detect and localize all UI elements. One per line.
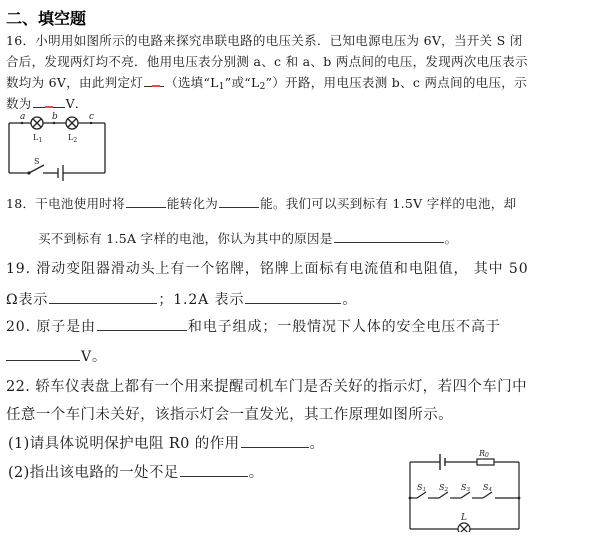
svg-text:S1: [417, 483, 426, 493]
resistor-r0-sub: 0: [485, 452, 489, 459]
q16-line-4-suffix: V．: [65, 96, 88, 111]
q22-sub-1: [8, 432, 324, 453]
q16-line-1: 16．小明用如图所示的电路来探究串联电路的电压关系．已知电源电压为 6V，当开关 S 闭: [6, 33, 523, 48]
q18-line-2-suffix: 。: [444, 231, 458, 246]
q19-line-2-suffix: 。: [342, 292, 358, 308]
q22-line-1: 22. 轿车仪表盘上都有一个用来提醒司机车门是否关好的指示灯，若四个车门中: [6, 379, 527, 395]
q16-sub-1: 1: [218, 82, 225, 92]
svg-text:S4: [483, 483, 492, 493]
svg-text:L1: [33, 133, 42, 144]
q16-line-4-prefix: 数为: [6, 96, 32, 111]
q19-blank-1-2a[interactable]: [245, 302, 341, 304]
switch-s2-sub: 2: [444, 487, 448, 493]
q22-circuit-diagram: [405, 450, 530, 532]
q16-line-3-prefix: 数均为 6V，由此判定灯: [6, 75, 144, 90]
q20-line-1-prefix: 20. 原子是由: [6, 319, 96, 335]
q22-blank-r0-role[interactable]: [241, 446, 309, 448]
q16-line-3-or: ”或“L: [224, 75, 260, 90]
svg-text:S2: [439, 483, 448, 493]
q20-blank-safe-voltage[interactable]: [6, 359, 80, 361]
point-c-label: c: [89, 112, 95, 122]
q16-line-2: 合后，发现两灯均不亮．他用电压表分别测 a、c 和 a、b 两点间的电压，发现两次电压表示: [6, 54, 528, 69]
q22-sub-1-suffix: 。: [309, 436, 325, 452]
q20-line-1: [6, 316, 501, 336]
q19-line-1: 19. 滑动变阻器滑动头上有一个铭牌，铭牌上面标有电流值和电阻值， 其中 50: [6, 261, 529, 277]
switch-s2-label: S: [439, 483, 445, 492]
lamp-l1-sub: 1: [38, 137, 43, 144]
lamp-l2-label: L: [68, 133, 74, 142]
resistor-r0-label: R: [479, 450, 486, 458]
q18-line-2: [38, 229, 457, 247]
q16-circuit-diagram: [4, 110, 114, 185]
q20-blank-nucleus[interactable]: [97, 329, 187, 331]
q16-line-3-suffix: ”）开路，用电压表测 b、c 两点间的电压，示: [265, 75, 527, 90]
q18-line-1-mid: 能转化为: [166, 196, 219, 211]
q20-line-2-suffix: V。: [81, 349, 107, 365]
switch-s1-label: S: [417, 483, 423, 492]
q19-line-2-prefix: Ω表示: [6, 292, 49, 308]
switch-s4-label: S: [483, 483, 489, 492]
q20-line-1-suffix: 和电子组成；一般情况下人体的安全电压不高于: [187, 319, 501, 335]
point-b-label: b: [52, 112, 58, 122]
svg-text:S3: [461, 483, 470, 493]
lamp-l2-sub: 2: [73, 137, 78, 144]
q16-sub-2: 2: [259, 82, 266, 92]
switch-s1-sub: 1: [422, 487, 426, 493]
lamp-l-label: L: [461, 513, 467, 523]
q22-sub-2: [8, 461, 264, 482]
q20-line-2: [6, 346, 107, 366]
svg-text:R0: [478, 450, 489, 459]
svg-text:L2: [68, 133, 77, 144]
q18-line-1-suffix: 能。我们可以买到标有 1.5V 字样的电池，却: [260, 196, 517, 211]
q16-line-3: [6, 73, 527, 92]
q22-sub-1-prefix: (1)请具体说明保护电阻 R0 的作用: [8, 436, 240, 452]
section-title: 二、填空题: [6, 9, 87, 28]
switch-s4-sub: 4: [488, 487, 492, 493]
q18-blank-energy-to[interactable]: [219, 206, 259, 208]
q16-blank-lamp[interactable]: [144, 85, 164, 87]
q18-blank-energy-from[interactable]: [126, 206, 166, 208]
q19-line-2: [6, 289, 357, 309]
lamp-l1-label: L: [33, 133, 39, 142]
q22-blank-deficiency[interactable]: [180, 475, 248, 477]
q22-sub-2-suffix: 。: [248, 465, 264, 481]
switch-s-label: S: [34, 157, 40, 166]
switch-s3-sub: 3: [466, 487, 470, 493]
q18-line-1-prefix: 18．干电池使用时将: [6, 196, 125, 211]
q18-line-1: [6, 194, 516, 212]
point-a-label: a: [20, 112, 26, 122]
q18-line-2-prefix: 买不到标有 1.5A 字样的电池，你认为其中的原因是: [38, 231, 333, 246]
switch-s3-label: S: [461, 483, 467, 492]
q22-sub-2-prefix: (2)指出该电路的一处不足: [8, 465, 179, 481]
q19-line-2-mid: ；1.2A 表示: [158, 292, 245, 308]
q19-blank-50ohm[interactable]: [49, 302, 157, 304]
q18-blank-reason[interactable]: [334, 241, 444, 243]
q22-line-2: 任意一个车门未关好，该指示灯会一直发光，其工作原理如图所示。: [6, 407, 453, 423]
q16-blank-voltage[interactable]: [33, 106, 65, 108]
q16-line-3-mid: （选填“L: [165, 75, 219, 90]
